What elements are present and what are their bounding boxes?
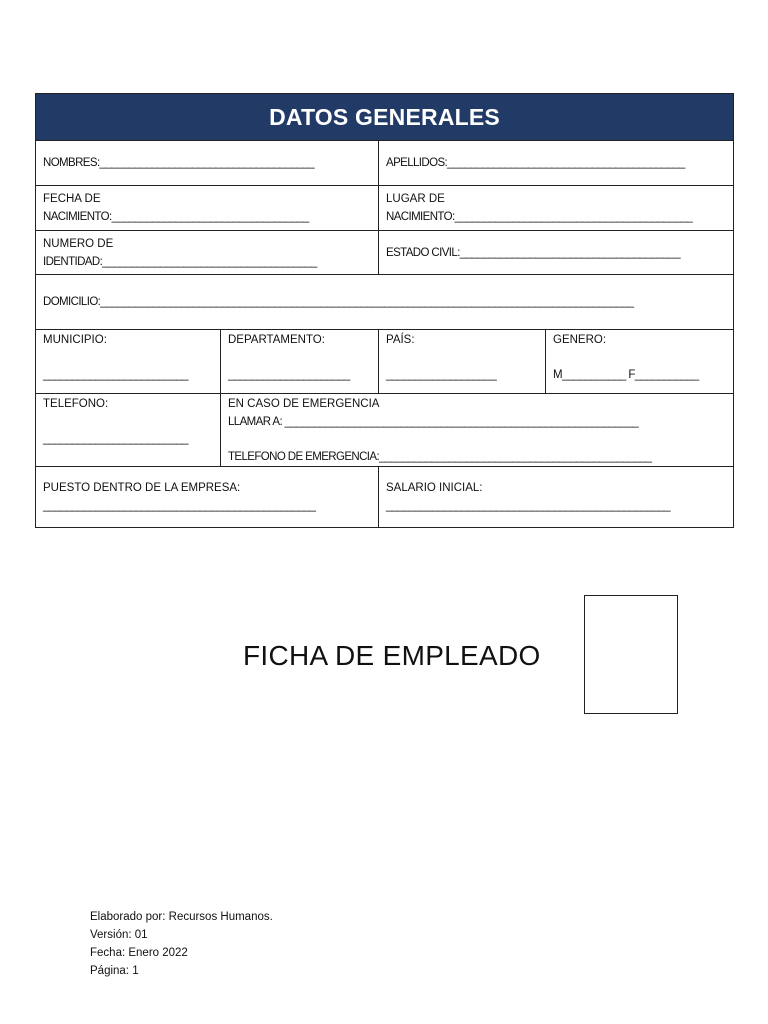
salario-inicial-field[interactable]: SALARIO INICIAL: _________________________________________________ (379, 467, 734, 528)
telefono-emergencia-field[interactable]: TELEFONO DE EMERGENCIA:_______________________________________________ (228, 451, 652, 463)
telefono-field[interactable]: TELEFONO: _________________________ (36, 394, 221, 467)
numero-identidad-field[interactable]: NUMERO DE IDENTIDAD:_____________________________________ (36, 231, 379, 275)
nombres-field[interactable]: NOMBRES:_____________________________________ (36, 141, 379, 186)
document-footer (90, 908, 273, 980)
footer-elaborado: Elaborado por: Recursos Humanos. (90, 911, 273, 923)
genero-field[interactable]: GENERO: M___________ F___________ (546, 330, 734, 394)
photo-box[interactable] (584, 595, 678, 714)
departamento-field[interactable]: DEPARTAMENTO: _____________________ (221, 330, 379, 394)
section-title: DATOS GENERALES (36, 94, 734, 141)
form-title: FICHA DE EMPLEADO (243, 640, 541, 671)
footer-fecha: Fecha: Enero 2022 (90, 947, 188, 959)
footer-pagina: Página: 1 (90, 965, 139, 977)
fecha-nacimiento-field[interactable]: FECHA DE NACIMIENTO:__________________________________ (36, 186, 379, 231)
lugar-nacimiento-field[interactable]: LUGAR DE NACIMIENTO:_________________________________________ (379, 186, 734, 231)
pais-field[interactable]: PAÍS: ___________________ (379, 330, 546, 394)
apellidos-field[interactable]: APELLIDOS:_________________________________________ (379, 141, 734, 186)
puesto-field[interactable]: PUESTO DENTRO DE LA EMPRESA: _______________________________________________ (36, 467, 379, 528)
municipio-field[interactable]: MUNICIPIO: _________________________ (36, 330, 221, 394)
domicilio-field[interactable]: DOMICILIO:____________________________________________________________________________________________ (36, 275, 734, 330)
footer-version: Versión: 01 (90, 929, 148, 941)
datos-generales-table (35, 93, 734, 528)
contacto-emergencia-field[interactable]: EN CASO DE EMERGENCIA LLAMAR A: _____________________________________________________________ TELEFONO DE EMERGENCIA:_______________________________________________ (221, 394, 734, 467)
estado-civil-field[interactable]: ESTADO CIVIL:______________________________________ (379, 231, 734, 275)
